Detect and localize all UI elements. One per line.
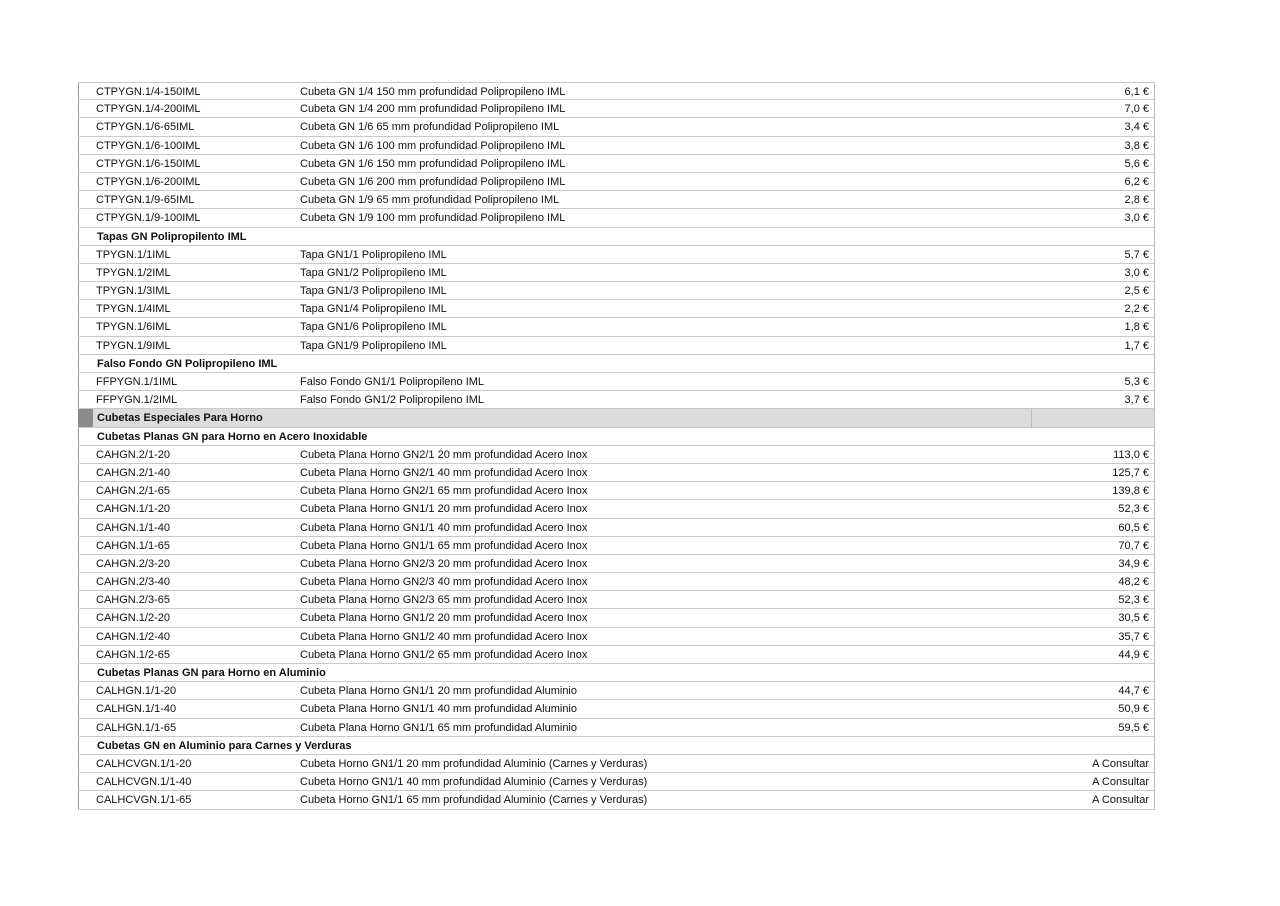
- table-row: [78, 773, 1155, 791]
- product-price: 30,5 €: [1118, 612, 1149, 625]
- product-code: FFPYGN.1/2IML: [96, 394, 178, 407]
- product-code: TPYGN.1/3IML: [96, 285, 171, 298]
- product-code: CAHGN.2/3-20: [96, 557, 170, 570]
- product-price: 1,8 €: [1124, 321, 1149, 334]
- table-row: [78, 155, 1155, 173]
- table-row: [78, 609, 1155, 627]
- table-row: [78, 791, 1155, 809]
- product-description: Cubeta GN 1/6 65 mm profundidad Polipropileno IML: [300, 121, 560, 134]
- product-price: 3,0 €: [1124, 266, 1149, 279]
- table-row: [78, 282, 1155, 300]
- product-description: Cubeta Horno GN1/1 40 mm profundidad Aluminio (Carnes y Verduras): [300, 776, 648, 789]
- product-price: 48,2 €: [1118, 576, 1149, 589]
- product-code: TPYGN.1/9IML: [96, 339, 171, 352]
- product-description: Tapa GN1/2 Polipropileno IML: [300, 266, 447, 279]
- table-row: [78, 537, 1155, 555]
- category-header-row: [78, 664, 1155, 682]
- product-code: TPYGN.1/6IML: [96, 321, 171, 334]
- product-code: CALHCVGN.1/1-40: [96, 776, 192, 789]
- product-price: 2,2 €: [1124, 303, 1149, 316]
- product-price: 50,9 €: [1118, 703, 1149, 716]
- section-title: Cubetas Especiales Para Horno: [97, 412, 263, 425]
- product-description: Tapa GN1/6 Polipropileno IML: [300, 321, 447, 334]
- product-description: Cubeta Plana Horno GN1/1 20 mm profundidad Aluminio: [300, 685, 577, 698]
- product-price: 52,3 €: [1118, 594, 1149, 607]
- table-row: [78, 573, 1155, 591]
- product-code: CAHGN.1/2-65: [96, 648, 170, 661]
- table-row: [78, 264, 1155, 282]
- category-title: Tapas GN Polipropilento IML: [97, 230, 247, 243]
- product-description: Cubeta Plana Horno GN1/2 40 mm profundidad Acero Inox: [300, 630, 588, 643]
- product-price: 2,5 €: [1124, 285, 1149, 298]
- product-description: Cubeta Plana Horno GN2/1 40 mm profundidad Acero Inox: [300, 466, 588, 479]
- table-row: [78, 555, 1155, 573]
- product-code: FFPYGN.1/1IML: [96, 376, 178, 388]
- price-list-table: [78, 82, 1155, 810]
- category-title: Cubetas Planas GN para Horno en Acero Inoxidable: [97, 430, 368, 443]
- product-code: CTPYGN.1/9-65IML: [96, 194, 195, 207]
- product-code: CAHGN.2/1-40: [96, 466, 170, 479]
- product-price: 35,7 €: [1118, 630, 1149, 643]
- product-description: Falso Fondo GN1/1 Polipropileno IML: [300, 376, 485, 388]
- product-description: Cubeta Plana Horno GN2/1 65 mm profundidad Acero Inox: [300, 485, 588, 498]
- product-price: 44,7 €: [1118, 685, 1149, 698]
- table-row: [78, 337, 1155, 355]
- product-price: 44,9 €: [1118, 648, 1149, 661]
- product-code: CALHGN.1/1-20: [96, 685, 177, 698]
- product-price: 6,1 €: [1124, 86, 1149, 98]
- product-code: CAHGN.1/1-20: [96, 503, 170, 516]
- product-price: 3,4 €: [1124, 121, 1149, 134]
- table-row: [78, 719, 1155, 737]
- product-description: Tapa GN1/1 Polipropileno IML: [300, 248, 447, 261]
- product-price: A Consultar: [1092, 757, 1149, 770]
- table-row: [78, 191, 1155, 209]
- product-description: Falso Fondo GN1/2 Polipropileno IML: [300, 394, 485, 407]
- product-description: Cubeta Horno GN1/1 65 mm profundidad Aluminio (Carnes y Verduras): [300, 794, 648, 807]
- product-price: 5,7 €: [1124, 248, 1149, 261]
- table-row: [78, 500, 1155, 518]
- product-code: CAHGN.2/3-40: [96, 576, 170, 589]
- product-price: A Consultar: [1092, 776, 1149, 789]
- table-row: [78, 82, 1155, 100]
- product-price: 113,0 €: [1113, 448, 1149, 461]
- product-code: CTPYGN.1/6-100IML: [96, 139, 201, 152]
- product-description: Cubeta Plana Horno GN2/1 20 mm profundidad Acero Inox: [300, 448, 588, 461]
- table-row: [78, 118, 1155, 136]
- product-price: 139,8 €: [1112, 485, 1149, 498]
- category-title: Cubetas GN en Aluminio para Carnes y Verduras: [97, 739, 352, 752]
- table-row: [78, 446, 1155, 464]
- product-code: CTPYGN.1/6-200IML: [96, 175, 201, 188]
- table-row: [78, 318, 1155, 336]
- product-price: 6,2 €: [1124, 175, 1149, 188]
- product-price: 1,7 €: [1124, 339, 1149, 352]
- product-code: CAHGN.1/2-20: [96, 612, 170, 625]
- product-description: Cubeta Plana Horno GN2/3 65 mm profundidad Acero Inox: [300, 594, 588, 607]
- product-price: 60,5 €: [1118, 521, 1149, 534]
- product-description: Cubeta Plana Horno GN1/1 40 mm profundidad Aluminio: [300, 703, 577, 716]
- product-price: 125,7 €: [1112, 466, 1149, 479]
- product-code: CTPYGN.1/4-200IML: [96, 103, 201, 116]
- product-price: 34,9 €: [1118, 557, 1149, 570]
- category-header-row: [78, 228, 1155, 246]
- product-code: CTPYGN.1/9-100IML: [96, 212, 201, 225]
- product-description: Cubeta GN 1/6 150 mm profundidad Polipropileno IML: [300, 157, 566, 170]
- product-code: CTPYGN.1/6-65IML: [96, 121, 195, 134]
- table-row: [78, 137, 1155, 155]
- table-row: [78, 682, 1155, 700]
- product-description: Cubeta Plana Horno GN1/1 65 mm profundidad Acero Inox: [300, 539, 588, 552]
- product-description: Cubeta GN 1/6 100 mm profundidad Polipropileno IML: [300, 139, 566, 152]
- product-description: Cubeta GN 1/9 65 mm profundidad Polipropileno IML: [300, 194, 560, 207]
- product-code: TPYGN.1/2IML: [96, 266, 171, 279]
- section-marker: [78, 409, 93, 426]
- product-code: CAHGN.1/1-40: [96, 521, 170, 534]
- product-description: Cubeta GN 1/4 200 mm profundidad Polipropileno IML: [300, 103, 566, 116]
- product-price: 70,7 €: [1118, 539, 1149, 552]
- product-code: CAHGN.2/1-65: [96, 485, 170, 498]
- product-price: 5,6 €: [1124, 157, 1149, 170]
- product-price: 7,0 €: [1124, 103, 1149, 116]
- product-description: Tapa GN1/4 Polipropileno IML: [300, 303, 447, 316]
- table-row: [78, 373, 1155, 391]
- table-row: [78, 628, 1155, 646]
- table-row: [78, 646, 1155, 664]
- product-price: 3,7 €: [1124, 394, 1149, 407]
- table-row: [78, 755, 1155, 773]
- category-title: Cubetas Planas GN para Horno en Aluminio: [97, 667, 326, 679]
- table-row: [78, 173, 1155, 191]
- product-code: CTPYGN.1/4-150IML: [96, 86, 201, 98]
- product-code: CAHGN.1/1-65: [96, 539, 170, 552]
- product-code: CALHCVGN.1/1-20: [96, 757, 192, 770]
- product-price: A Consultar: [1092, 794, 1149, 807]
- table-row: [78, 209, 1155, 227]
- product-code: CALHGN.1/1-65: [96, 721, 177, 734]
- category-header-row: [78, 355, 1155, 373]
- product-price: 59,5 €: [1118, 721, 1149, 734]
- product-code: CAHGN.2/3-65: [96, 594, 170, 607]
- product-description: Tapa GN1/3 Polipropileno IML: [300, 285, 447, 298]
- product-price: 5,3 €: [1124, 376, 1149, 388]
- product-price: 52,3 €: [1118, 503, 1149, 516]
- product-code: TPYGN.1/1IML: [96, 248, 171, 261]
- product-code: CALHCVGN.1/1-65: [96, 794, 192, 807]
- section-header-row: [78, 409, 1155, 427]
- product-description: Cubeta Plana Horno GN1/1 20 mm profundidad Acero Inox: [300, 503, 588, 516]
- table-row: [78, 591, 1155, 609]
- product-description: Tapa GN1/9 Polipropileno IML: [300, 339, 447, 352]
- product-price: 2,8 €: [1124, 194, 1149, 207]
- table-row: [78, 464, 1155, 482]
- product-code: CAHGN.2/1-20: [96, 448, 170, 461]
- table-row: [78, 100, 1155, 118]
- category-header-row: [78, 428, 1155, 446]
- category-header-row: [78, 737, 1155, 755]
- table-row: [78, 246, 1155, 264]
- table-row: [78, 482, 1155, 500]
- product-description: Cubeta Horno GN1/1 20 mm profundidad Aluminio (Carnes y Verduras): [300, 757, 648, 770]
- product-description: Cubeta Plana Horno GN2/3 20 mm profundidad Acero Inox: [300, 557, 588, 570]
- product-code: CAHGN.1/2-40: [96, 630, 170, 643]
- table-row: [78, 300, 1155, 318]
- column-separator: [1031, 409, 1032, 426]
- table-row: [78, 519, 1155, 537]
- product-description: Cubeta GN 1/6 200 mm profundidad Polipropileno IML: [300, 175, 566, 188]
- product-code: CTPYGN.1/6-150IML: [96, 157, 201, 170]
- product-code: CALHGN.1/1-40: [96, 703, 177, 716]
- product-description: Cubeta Plana Horno GN1/1 65 mm profundidad Aluminio: [300, 721, 577, 734]
- table-row: [78, 700, 1155, 718]
- product-description: Cubeta Plana Horno GN1/2 65 mm profundidad Acero Inox: [300, 648, 588, 661]
- product-description: Cubeta GN 1/4 150 mm profundidad Polipropileno IML: [300, 86, 566, 98]
- product-description: Cubeta Plana Horno GN2/3 40 mm profundidad Acero Inox: [300, 576, 588, 589]
- product-price: 3,0 €: [1124, 212, 1149, 225]
- product-price: 3,8 €: [1124, 139, 1149, 152]
- product-code: TPYGN.1/4IML: [96, 303, 171, 316]
- product-description: Cubeta Plana Horno GN1/2 20 mm profundidad Acero Inox: [300, 612, 588, 625]
- product-description: Cubeta Plana Horno GN1/1 40 mm profundidad Acero Inox: [300, 521, 588, 534]
- table-row: [78, 391, 1155, 409]
- category-title: Falso Fondo GN Polipropileno IML: [97, 357, 278, 370]
- product-description: Cubeta GN 1/9 100 mm profundidad Polipropileno IML: [300, 212, 566, 225]
